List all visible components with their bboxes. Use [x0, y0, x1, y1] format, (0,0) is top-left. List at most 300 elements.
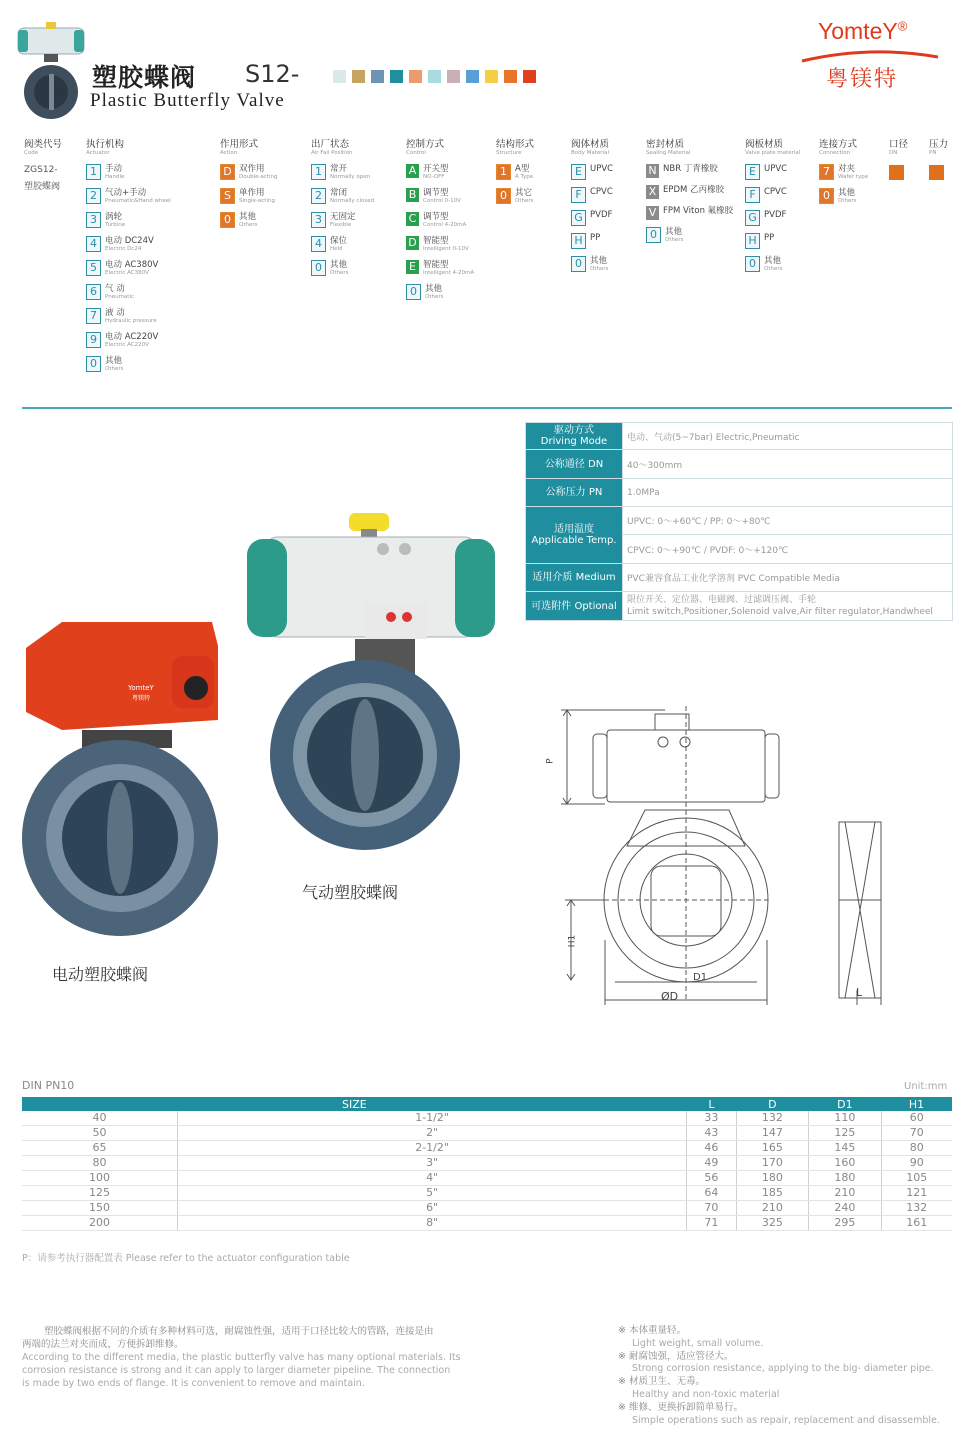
code-option-label: 其他	[330, 260, 348, 270]
spec-value-temp-2: CPVC: 0～+90℃ / PVDF: 0～+120℃	[623, 535, 953, 564]
code-option	[86, 284, 171, 301]
table-row	[22, 1216, 952, 1231]
code-value: ZGS12-	[24, 165, 58, 175]
code-column	[646, 136, 733, 244]
code-badge: 2	[311, 188, 326, 204]
code-option-label: CPVC	[764, 187, 787, 197]
code-option	[311, 164, 374, 181]
spec-key-dn: 公称通径 DN	[526, 450, 623, 479]
code-column-subheader: PN	[929, 150, 937, 156]
table-cell: 180	[809, 1171, 882, 1186]
code-option-label: EPDM 乙丙橡胶	[663, 185, 725, 195]
table-cell: 200	[22, 1216, 178, 1231]
dim-header-l: L	[687, 1097, 736, 1111]
code-option-label: FPM Viton 氟橡胶	[663, 206, 734, 216]
dim-header-h1: H1	[881, 1097, 952, 1111]
code-column-subheader: Structure	[496, 150, 522, 156]
table-cell: 210	[809, 1186, 882, 1201]
code-option	[745, 187, 800, 203]
product-model: S12-	[245, 60, 300, 88]
table-row	[22, 1201, 952, 1216]
code-option	[496, 188, 534, 205]
features-list	[618, 1325, 963, 1427]
code-badge: C	[406, 212, 419, 226]
code-option	[646, 164, 733, 178]
table-cell: 4"	[178, 1171, 687, 1186]
table-cell: 210	[736, 1201, 809, 1216]
actuator-logo: YomteY	[128, 684, 154, 692]
dim-label-l: L	[856, 986, 863, 999]
code-option-sublabel: Others	[105, 366, 124, 372]
table-cell: 65	[22, 1141, 178, 1156]
code-badge: 0	[496, 188, 511, 204]
code-option-label: 智能型	[423, 236, 449, 246]
code-badge: E	[745, 164, 760, 180]
table-cell: 165	[736, 1141, 809, 1156]
table-cell: 40	[22, 1111, 178, 1126]
table-cell: 3"	[178, 1156, 687, 1171]
code-option	[406, 164, 474, 181]
code-column-subheader: Body Material	[571, 150, 609, 156]
table-cell: 325	[736, 1216, 809, 1231]
table-row	[22, 1141, 952, 1156]
code-badge: V	[646, 206, 659, 220]
table-cell: 110	[809, 1111, 882, 1126]
table-cell: 170	[736, 1156, 809, 1171]
code-option-label: 气 动	[105, 284, 125, 294]
code-option-sublabel: Others	[239, 222, 258, 228]
code-option-label: 其他	[105, 356, 123, 366]
table-cell: 121	[881, 1186, 952, 1201]
table-cell: 33	[687, 1111, 736, 1126]
color-swatch	[409, 70, 422, 83]
code-option-label: UPVC	[764, 164, 788, 174]
feature-en: Healthy and non-toxic material	[632, 1388, 780, 1400]
table-cell: 180	[736, 1171, 809, 1186]
code-option-sublabel: Electric AC220V	[105, 342, 149, 348]
code-column-header: 结构形式	[496, 139, 535, 150]
code-column	[819, 136, 868, 205]
code-option	[311, 212, 374, 229]
code-option-sublabel: Intelligent 0-10V	[423, 246, 469, 252]
color-swatch	[390, 70, 403, 83]
code-option-label: 涡轮	[105, 212, 123, 222]
feature-cn: ※ 材质卫生、无毒。	[618, 1376, 705, 1388]
code-option-sublabel: Pneumatic	[105, 294, 135, 300]
code-option-sublabel: Others	[665, 237, 684, 243]
dim-label-h1: H1	[567, 934, 578, 948]
spec-key-medium: 适用介质 Medium	[526, 564, 623, 592]
dim-header-d: D	[736, 1097, 809, 1111]
code-column-header: 作用形式	[220, 139, 259, 150]
code-option	[86, 236, 171, 253]
table-cell: 49	[687, 1156, 736, 1171]
table-cell: 56	[687, 1171, 736, 1186]
code-badge: 0	[571, 256, 586, 272]
code-column-subheader: Actuator	[86, 150, 110, 156]
code-option-sublabel: Others	[764, 266, 783, 272]
spec-key-pn: 公称压力 PN	[526, 479, 623, 507]
code-option-sublabel: Held	[330, 246, 343, 252]
code-option-label: 电动 DC24V	[105, 236, 154, 246]
feature-en: Strong corrosion resistance, applying to the big- diameter pipe.	[632, 1363, 934, 1375]
spec-value-medium: PVC兼容食品工业化学溶剂 PVC Compatible Media	[623, 564, 953, 592]
code-option	[86, 356, 171, 373]
code-option	[745, 233, 800, 249]
actuator-logo-cn: 粤镁特	[132, 695, 151, 702]
code-option	[646, 227, 733, 244]
code-option	[406, 212, 474, 229]
code-column	[889, 136, 908, 180]
table-cell: 80	[881, 1141, 952, 1156]
code-badge: F	[571, 187, 586, 203]
feature-cn: ※ 耐腐蚀强，适应管径大。	[618, 1350, 734, 1362]
section-divider	[22, 407, 952, 409]
code-badge: H	[571, 233, 586, 249]
code-option-label: 对夹	[838, 164, 856, 174]
brand-logo-en: YomteY®	[818, 18, 908, 44]
code-column-header: 出厂状态	[311, 139, 350, 150]
code-column-subheader: Control	[406, 150, 426, 156]
code-option	[571, 187, 613, 203]
code-column-header: 口径	[889, 139, 909, 150]
code-badge: 5	[86, 260, 101, 276]
code-option-label: PP	[764, 233, 775, 243]
code-option	[86, 188, 171, 205]
code-option-sublabel: Normally closed	[330, 198, 375, 204]
color-swatches	[333, 70, 536, 83]
table-cell: 105	[881, 1171, 952, 1186]
code-column	[496, 136, 534, 205]
code-column	[571, 136, 613, 273]
description-en-1: According to the different media, the plastic butterfly valve has many optional materials. Its	[22, 1352, 461, 1363]
code-option-label: UPVC	[590, 164, 614, 174]
table-cell: 125	[809, 1126, 882, 1141]
code-option-label: 其他	[425, 284, 443, 294]
code-option-label: 保位	[330, 236, 348, 246]
code-option-sublabel: A Type	[515, 174, 534, 180]
color-swatch	[466, 70, 479, 83]
code-badge: B	[406, 188, 419, 202]
code-option-label: 开关型	[423, 164, 449, 174]
code-option-sublabel: Turbine	[105, 222, 126, 228]
code-badge: N	[646, 164, 659, 178]
code-option	[406, 236, 474, 253]
code-option-sublabel: Others	[590, 266, 609, 272]
dim-table-unit: Unit:mm	[904, 1081, 948, 1092]
code-column-subheader: Sealing Material	[646, 150, 691, 156]
code-badge: 6	[86, 284, 101, 300]
code-option	[745, 210, 800, 226]
color-swatch	[485, 70, 498, 83]
code-value-cn: 塑胶蝶阀	[24, 182, 61, 192]
table-cell: 2"	[178, 1126, 687, 1141]
code-option-sublabel: NO-OFF	[423, 174, 445, 180]
feature-en: Simple operations such as repair, replacement and disassemble.	[632, 1414, 940, 1426]
code-badge: 1	[311, 164, 326, 180]
table-cell: 161	[881, 1216, 952, 1231]
code-column	[311, 136, 374, 277]
table-cell: 145	[809, 1141, 882, 1156]
table-cell: 50	[22, 1126, 178, 1141]
color-swatch	[447, 70, 460, 83]
code-option-sublabel: Control 0-10V	[423, 198, 461, 204]
feature-en: Light weight, small volume.	[632, 1337, 764, 1349]
table-row	[22, 1126, 952, 1141]
table-row	[22, 1111, 952, 1126]
code-option	[571, 164, 613, 180]
table-row	[22, 1156, 952, 1171]
code-column	[929, 136, 948, 180]
code-option-label: 手动	[105, 164, 123, 174]
code-option	[745, 256, 800, 273]
table-cell: 150	[22, 1201, 178, 1216]
dim-label-d1: D1	[693, 972, 708, 983]
code-column	[406, 136, 474, 301]
table-cell: 46	[687, 1141, 736, 1156]
code-option-label: 其他	[764, 256, 782, 266]
color-swatch	[523, 70, 536, 83]
code-option-sublabel: Others	[838, 198, 857, 204]
code-option	[646, 185, 733, 199]
code-column	[24, 136, 62, 192]
code-column-header: 压力	[929, 139, 949, 150]
code-option-label: 电动 AC220V	[105, 332, 159, 342]
code-option-sublabel: Electric Dc24	[105, 246, 142, 252]
table-cell: 240	[809, 1201, 882, 1216]
code-option-label: 无固定	[330, 212, 356, 222]
table-cell: 70	[881, 1126, 952, 1141]
table-row	[22, 1186, 952, 1201]
table-cell: 60	[881, 1111, 952, 1126]
code-option-sublabel: Others	[330, 270, 349, 276]
code-option	[86, 260, 171, 277]
code-badge: H	[745, 233, 760, 249]
code-option	[571, 233, 613, 249]
code-badge: 3	[311, 212, 326, 228]
table-cell: 8"	[178, 1216, 687, 1231]
code-badge: 9	[86, 332, 101, 348]
code-option	[819, 188, 868, 205]
color-swatch	[371, 70, 384, 83]
feature-cn: ※ 本体重量轻。	[618, 1325, 686, 1336]
code-option-label: 智能型	[423, 260, 449, 270]
code-option-label: A型	[515, 164, 530, 174]
code-column-subheader: Connection	[819, 150, 851, 156]
code-column	[745, 136, 800, 273]
code-badge: G	[745, 210, 760, 226]
code-option-label: 气动+手动	[105, 188, 147, 198]
table-row	[22, 1171, 952, 1186]
code-badge: 0	[646, 227, 661, 243]
code-option-label: 常闭	[330, 188, 348, 198]
table-cell: 132	[736, 1111, 809, 1126]
electric-caption: 电动塑胶蝶阀	[52, 965, 149, 984]
dim-label-p: P	[545, 758, 556, 764]
code-placeholder-box	[889, 165, 904, 180]
code-option-label: 其它	[515, 188, 533, 198]
code-option-label: PVDF	[590, 210, 613, 220]
code-option	[406, 188, 474, 205]
spec-value-optional: 限位开关、定位器、电磁阀、过滤调压阀、手轮 Limit switch,Positioner,Solenoid valve,Air filter regulator,Handwheel	[623, 592, 953, 621]
pneumatic-valve-image	[245, 505, 495, 869]
code-option	[571, 210, 613, 226]
code-badge: 0	[406, 284, 421, 300]
code-badge: S	[220, 188, 235, 204]
pneumatic-caption: 气动塑胶蝶阀	[302, 883, 399, 902]
dim-header-d1: D1	[809, 1097, 882, 1111]
code-option-label: 其他	[239, 212, 257, 222]
code-badge: 0	[819, 188, 834, 204]
table-cell: 160	[809, 1156, 882, 1171]
description-cn-1: 塑胶蝶阀根据不同的介质有多种材料可选，耐腐蚀性强，适用于口径比较大的管路，连接是由	[44, 1326, 434, 1337]
code-option-label: 其他	[590, 256, 608, 266]
technical-drawing	[545, 700, 895, 1014]
dim-header-size: SIZE	[22, 1097, 687, 1111]
code-option	[406, 284, 474, 301]
dimension-table	[22, 1097, 952, 1231]
dim-table-title: DIN PN10	[22, 1079, 75, 1092]
product-title-cn: 塑胶蝶阀	[92, 63, 197, 92]
code-badge: D	[406, 236, 419, 250]
code-option	[86, 212, 171, 229]
spec-value-temp-1: UPVC: 0～+60℃ / PP: 0～+80℃	[623, 507, 953, 535]
code-badge: 2	[86, 188, 101, 204]
spec-key-temp: 适用温度 Applicable Temp.	[526, 507, 623, 564]
code-column	[86, 136, 171, 373]
code-column-header: 执行机构	[86, 139, 125, 150]
description-block	[22, 1325, 522, 1390]
code-option-sublabel: Double-acting	[239, 174, 278, 180]
code-column-header: 密封材质	[646, 139, 685, 150]
description-en-2: corrosion resistance is strong and it can apply to larger diameter pipeline. The connection	[22, 1365, 451, 1376]
table-cell: 147	[736, 1126, 809, 1141]
spec-value-driving: 电动、气动(5~7bar) Electric,Pneumatic	[623, 423, 953, 450]
spec-table	[525, 422, 953, 621]
code-option-label: NBR 丁青橡胶	[663, 164, 718, 174]
table-cell: 5"	[178, 1186, 687, 1201]
code-option	[406, 260, 474, 277]
code-option-label: CPVC	[590, 187, 613, 197]
code-option	[220, 188, 278, 205]
code-badge: G	[571, 210, 586, 226]
code-badge: E	[406, 260, 419, 274]
brand-logo-cn: 粤镁特	[826, 67, 899, 92]
code-badge: D	[220, 164, 235, 180]
table-cell: 70	[687, 1201, 736, 1216]
code-badge: 7	[86, 308, 101, 324]
code-option-label: 单作用	[239, 188, 265, 198]
description-cn-2: 两端的法兰对夹而成，方便拆卸维修。	[22, 1339, 184, 1350]
code-column	[220, 136, 278, 229]
code-badge: 0	[220, 212, 235, 228]
spec-value-pn: 1.0MPa	[623, 479, 953, 507]
table-cell: 6"	[178, 1201, 687, 1216]
code-column-subheader: DN	[889, 150, 898, 156]
code-option-sublabel: Others	[515, 198, 534, 204]
code-column-header: 控制方式	[406, 139, 445, 150]
color-swatch	[428, 70, 441, 83]
code-option-label: 常开	[330, 164, 348, 174]
table-cell: 185	[736, 1186, 809, 1201]
code-badge: 0	[745, 256, 760, 272]
code-option-sublabel: Intelligent 4-20mA	[423, 270, 475, 276]
color-swatch	[333, 70, 346, 83]
code-option-sublabel: Flexible	[330, 222, 352, 228]
code-option-label: 其他	[838, 188, 856, 198]
spec-key-optional: 可选附件 Optional	[526, 592, 623, 621]
table-cell: 1-1/2"	[178, 1111, 687, 1126]
code-option-label: PVDF	[764, 210, 787, 220]
code-column-header: 连接方式	[819, 139, 858, 150]
description-en-3: is made by two ends of flange. It is convenient to remove and maintain.	[22, 1378, 365, 1389]
code-option-label: 液 动	[105, 308, 125, 318]
code-header: 阀类代号	[24, 139, 63, 150]
code-badge: E	[571, 164, 586, 180]
code-badge: A	[406, 164, 419, 178]
feature-cn: ※ 维修、更换拆卸简单易行。	[618, 1401, 743, 1413]
color-swatch	[504, 70, 517, 83]
code-column-subheader: Action	[220, 150, 238, 156]
code-option-sublabel: Control 4-20mA	[423, 222, 467, 228]
code-option-sublabel: Hydraulic pressure	[105, 318, 157, 324]
code-option	[311, 188, 374, 205]
code-option	[220, 164, 278, 181]
code-placeholder-box	[929, 165, 944, 180]
code-option-label: PP	[590, 233, 601, 243]
code-option-sublabel: Electric AC380V	[105, 270, 149, 276]
code-option	[745, 164, 800, 180]
code-option	[86, 332, 171, 349]
table-cell: 132	[881, 1201, 952, 1216]
code-badge: 4	[86, 236, 101, 252]
table-cell: 125	[22, 1186, 178, 1201]
code-option-label: 双作用	[239, 164, 265, 174]
code-option-sublabel: Pneumatic&Hand wheel	[105, 198, 171, 204]
table-cell: 64	[687, 1186, 736, 1201]
code-option-sublabel: Others	[425, 294, 444, 300]
code-badge: F	[745, 187, 760, 203]
code-option	[311, 260, 374, 277]
table-cell: 2-1/2"	[178, 1141, 687, 1156]
code-subheader: Code	[24, 150, 39, 156]
code-option	[311, 236, 374, 253]
header-valve-image	[14, 22, 90, 122]
code-option	[496, 164, 534, 181]
code-option-sublabel: Normally open	[330, 174, 371, 180]
code-option-sublabel: Wafer type	[838, 174, 869, 180]
code-badge: 1	[496, 164, 511, 180]
code-option-sublabel: Handle	[105, 174, 125, 180]
code-option	[86, 164, 171, 181]
code-option	[819, 164, 868, 181]
product-title-en: Plastic Butterfly Valve	[90, 90, 285, 111]
code-badge: 0	[86, 356, 101, 372]
code-badge: 1	[86, 164, 101, 180]
dim-label-d: ØD	[661, 990, 679, 1003]
code-badge: 3	[86, 212, 101, 228]
table-cell: 71	[687, 1216, 736, 1231]
code-column-subheader: Air Fail Position	[311, 150, 353, 156]
code-option	[571, 256, 613, 273]
code-option-label: 电动 AC380V	[105, 260, 159, 270]
table-cell: 90	[881, 1156, 952, 1171]
code-option-sublabel: Single-acting	[239, 198, 275, 204]
code-option-label: 其他	[665, 227, 683, 237]
color-swatch	[352, 70, 365, 83]
code-option	[220, 212, 278, 229]
table-cell: 43	[687, 1126, 736, 1141]
